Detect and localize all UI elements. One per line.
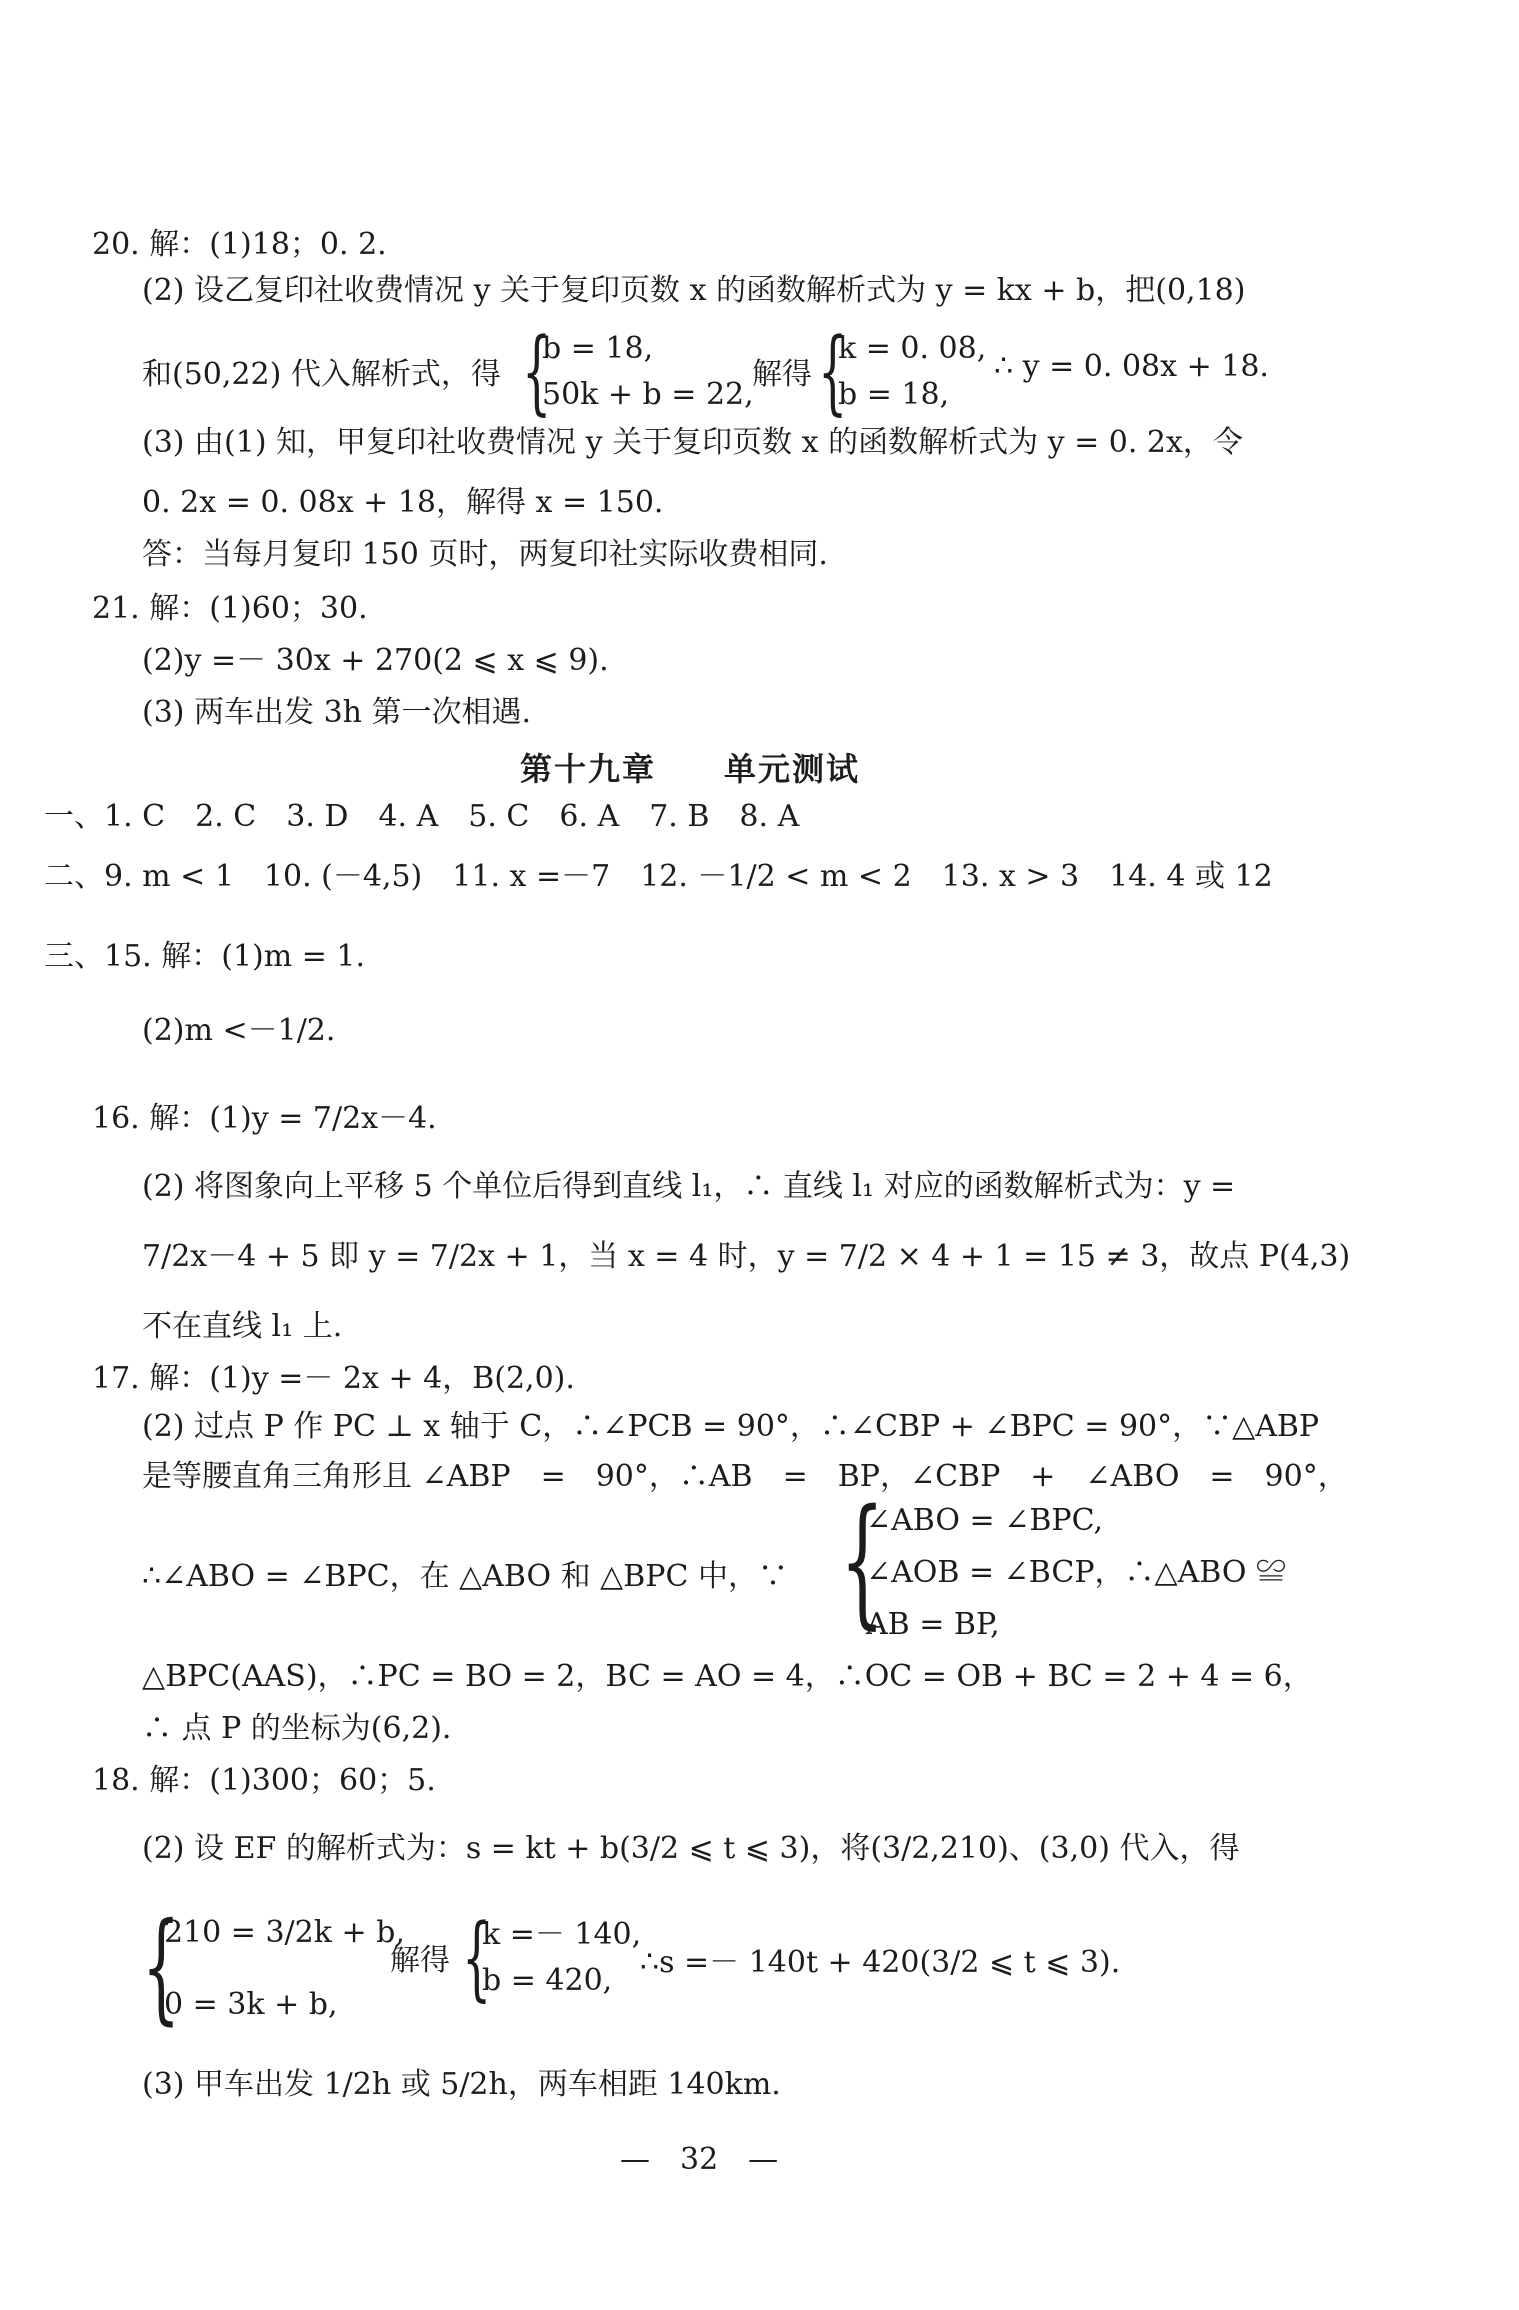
p20-sys2-row1: k = 0. 08, <box>838 331 987 366</box>
brace-icon: { <box>462 1904 492 2011</box>
p20-line1: 20. 解：(1)18；0. 2. <box>92 227 387 262</box>
p18-sys1-row1: 210 = 3/2k + b, <box>164 1915 405 1950</box>
p20-answer: 答：当每月复印 150 页时，两复印社实际收费相同. <box>142 537 828 572</box>
p18-line1: 18. 解：(1)300；60；5. <box>92 1763 436 1798</box>
chapter-heading: 第十九章 单元测试 <box>520 750 861 788</box>
p17-line2: (2) 过点 P 作 PC ⊥ x 轴于 C，∴∠PCB = 90°，∴∠CBP + ∠BPC = 90°，∵△ABP <box>142 1409 1320 1444</box>
p20-line3-mid: 解得 <box>752 357 812 392</box>
p15-line1: 三、15. 解：(1)m = 1. <box>44 939 366 974</box>
p18-line3: (3) 甲车出发 1/2h 或 5/2h，两车相距 140km. <box>142 2067 781 2102</box>
p16-line1: 16. 解：(1)y = 7/2x－4. <box>92 1101 437 1136</box>
p17-line5: △BPC(AAS)，∴PC = BO = 2，BC = AO = 4，∴OC = OB + BC = 2 + 4 = 6， <box>142 1659 1313 1694</box>
p20-line5: 0. 2x = 0. 08x + 18，解得 x = 150. <box>142 485 664 520</box>
brace-icon: { <box>840 1480 885 1643</box>
p17-sys-row3: AB = BP, <box>866 1607 1000 1642</box>
p18-sys1-row2: 0 = 3k + b, <box>164 1987 338 2022</box>
p17-line3: 是等腰直角三角形且 ∠ABP = 90°，∴AB = BP，∠CBP + ∠ABO = 90°， <box>142 1459 1348 1494</box>
section-one-answers: 一、1. C 2. C 3. D 4. A 5. C 6. A 7. B 8. A <box>44 799 800 834</box>
section-two-answers: 二、9. m < 1 10. (－4,5) 11. x =－7 12. －1/2 < m < 2 13. x > 3 14. 4 或 12 <box>44 859 1273 894</box>
p18-line2: (2) 设 EF 的解析式为：s = kt + b(3/2 ⩽ t ⩽ 3)，将(3/2,210)、(3,0) 代入，得 <box>142 1831 1240 1866</box>
p21-line1: 21. 解：(1)60；30. <box>92 591 368 626</box>
brace-icon: { <box>522 318 552 425</box>
p20-sys1-row2: 50k + b = 22, <box>542 377 754 412</box>
p17-sys-row1: ∠ABO = ∠BPC, <box>866 1503 1103 1538</box>
p15-line2: (2)m <－1/2. <box>142 1013 336 1048</box>
p16-line3: 7/2x－4 + 5 即 y = 7/2x + 1，当 x = 4 时，y = 7/2 × 4 + 1 = 15 ≠ 3，故点 P(4,3) <box>142 1239 1351 1274</box>
p20-line3-prefix: 和(50,22) 代入解析式，得 <box>142 357 501 392</box>
p20-line3-suffix: ∴ y = 0. 08x + 18. <box>994 349 1269 384</box>
p17-line6: ∴ 点 P 的坐标为(6,2). <box>142 1711 452 1746</box>
brace-icon: { <box>818 318 848 425</box>
p18-sys2-row2: b = 420, <box>482 1963 613 1998</box>
p20-line4: (3) 由(1) 知，甲复印社收费情况 y 关于复印页数 x 的函数解析式为 y = 0. 2x，令 <box>142 425 1243 460</box>
p18-sys2-row1: k =－ 140, <box>482 1917 642 1952</box>
p17-sys-row2: ∠AOB = ∠BCP，∴△ABO ≌ <box>866 1555 1286 1590</box>
p20-line2: (2) 设乙复印社收费情况 y 关于复印页数 x 的函数解析式为 y = kx + b，把(0,18) <box>142 273 1246 308</box>
p21-line2: (2)y =－ 30x + 270(2 ⩽ x ⩽ 9). <box>142 643 609 678</box>
p16-line4: 不在直线 l₁ 上. <box>142 1309 343 1344</box>
p17-line4-prefix: ∴∠ABO = ∠BPC，在 △ABO 和 △BPC 中，∵ <box>142 1559 788 1594</box>
p20-sys1-row1: b = 18, <box>542 331 654 366</box>
p16-line2: (2) 将图象向上平移 5 个单位后得到直线 l₁，∴ 直线 l₁ 对应的函数解析式为：y = <box>142 1169 1236 1204</box>
p18-suffix: ∴s =－ 140t + 420(3/2 ⩽ t ⩽ 3). <box>640 1945 1121 1980</box>
p21-line3: (3) 两车出发 3h 第一次相遇. <box>142 695 532 730</box>
p17-line1: 17. 解：(1)y =－ 2x + 4，B(2,0). <box>92 1361 575 1396</box>
p20-sys2-row2: b = 18, <box>838 377 950 412</box>
p18-mid: 解得 <box>390 1943 450 1978</box>
brace-icon: { <box>142 1898 181 2037</box>
page-number: — 32 — <box>620 2142 779 2177</box>
